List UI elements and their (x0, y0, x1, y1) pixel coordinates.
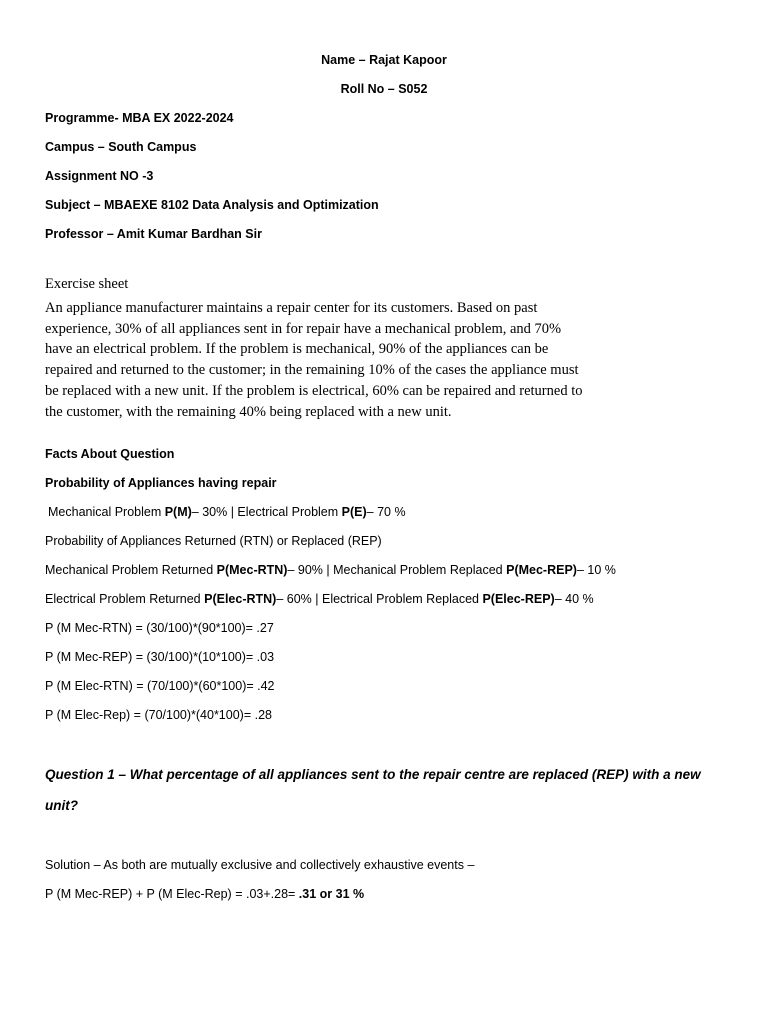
elec-rtn-value: – 60% | Electrical Problem Replaced (276, 592, 483, 606)
calc-elec-rtn: P (M Elec-RTN) = (70/100)*(60*100)= .42 (45, 679, 275, 693)
elec-value: – 70 % (366, 505, 406, 519)
mech-value: – 30% | Electrical Problem (191, 505, 342, 519)
exercise-line: have an electrical problem. If the problem is mechanical, 90% of the appliances can be (45, 341, 549, 358)
calc-mec-rtn: P (M Mec-RTN) = (30/100)*(90*100)= .27 (45, 621, 274, 635)
facts-heading: Facts About Question (45, 447, 175, 461)
mech-symbol: P(M) (164, 505, 192, 519)
campus: Campus – South Campus (45, 140, 197, 154)
elec-rep-value: – 40 % (554, 592, 594, 606)
exercise-line: be replaced with a new unit. If the problem is electrical, 60% can be repaired and returned to (45, 382, 583, 399)
question-1-line-1: Question 1 – What percentage of all appliances sent to the repair centre are replaced (REP) with a new (45, 767, 701, 782)
roll-number: Roll No – S052 (340, 82, 428, 96)
elec-return-replace (45, 592, 594, 606)
mech-rep-value: – 10 % (576, 563, 616, 577)
mech-return-replace (45, 563, 616, 577)
solution-calc-prefix: P (M Mec-REP) + P (M Elec-Rep) = .03+.28= (45, 887, 299, 901)
subject: Subject – MBAEXE 8102 Data Analysis and Optimization (45, 198, 379, 212)
mech-elec-probabilities (48, 505, 406, 519)
solution-intro: Solution – As both are mutually exclusive and collectively exhaustive events – (45, 858, 475, 872)
assignment-number: Assignment NO -3 (45, 169, 154, 183)
exercise-paragraph (45, 298, 610, 422)
exercise-title: Exercise sheet (45, 276, 129, 292)
professor: Professor – Amit Kumar Bardhan Sir (45, 227, 262, 241)
calc-mec-rep: P (M Mec-REP) = (30/100)*(10*100)= .03 (45, 650, 275, 664)
mech-label: Mechanical Problem (48, 505, 165, 519)
elec-rtn-label: Electrical Problem Returned (45, 592, 205, 606)
mech-rtn-value: – 90% | Mechanical Problem Replaced (287, 563, 507, 577)
solution-result: .31 or 31 % (298, 887, 365, 901)
mech-rep-symbol: P(Mec-REP) (506, 563, 577, 577)
exercise-line: the customer, with the remaining 40% being replaced with a new unit. (45, 403, 452, 420)
programme: Programme- MBA EX 2022-2024 (45, 111, 234, 125)
repair-probability-heading: Probability of Appliances having repair (45, 476, 277, 490)
returned-replaced-heading: Probability of Appliances Returned (RTN) or Replaced (REP) (45, 534, 382, 548)
question-1-line-2: unit? (45, 798, 78, 813)
exercise-line: An appliance manufacturer maintains a repair center for its customers. Based on past (45, 300, 538, 316)
elec-rtn-symbol: P(Elec-RTN) (204, 592, 277, 606)
solution-calculation (45, 887, 364, 901)
exercise-line: experience, 30% of all appliances sent in for repair have a mechanical problem, and 70% (45, 320, 562, 337)
exercise-line: repaired and returned to the customer; in the remaining 10% of the cases the appliance must (45, 362, 579, 379)
mech-rtn-symbol: P(Mec-RTN) (216, 563, 288, 577)
elec-rep-symbol: P(Elec-REP) (482, 592, 555, 606)
calc-elec-rep: P (M Elec-Rep) = (70/100)*(40*100)= .28 (45, 708, 272, 722)
elec-symbol: P(E) (341, 505, 367, 519)
mech-rtn-label: Mechanical Problem Returned (45, 563, 217, 577)
student-name: Name – Rajat Kapoor (321, 53, 447, 67)
